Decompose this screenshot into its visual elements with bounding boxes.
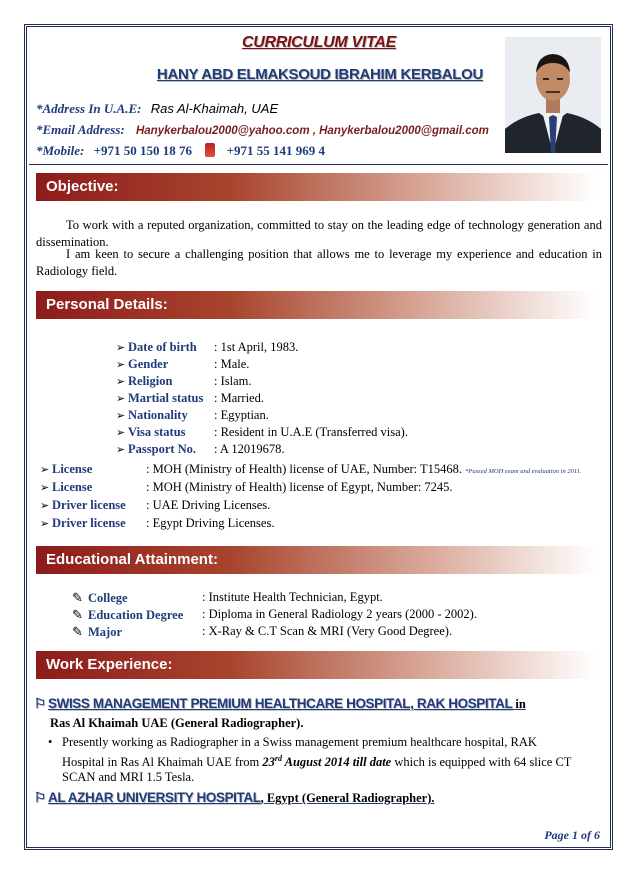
personal-value: : Resident in U.A.E (Transferred visa). (214, 425, 408, 439)
personal-row (116, 442, 196, 457)
mobile-label: *Mobile: (36, 143, 85, 158)
license-label: License (52, 480, 93, 494)
work-hospital-2-suffix: , Egypt (General Radiographer). (260, 791, 435, 805)
personal-value: : Male. (214, 357, 250, 371)
license-row (40, 516, 126, 531)
education-row (72, 607, 183, 623)
bullet-dot-icon: • (48, 735, 53, 749)
work-hospital-1 (34, 696, 526, 712)
personal-value: : Islam. (214, 374, 252, 388)
education-row (72, 624, 122, 640)
section-education (36, 546, 596, 574)
education-label: College (88, 591, 128, 605)
license-value-text: : MOH (Ministry of Health) license of UAE, Number: T15468. (146, 462, 463, 476)
address-line (36, 101, 278, 117)
work-hospital-2-name: AL AZHAR UNIVERSITY HOSPITAL (48, 790, 261, 805)
email-value[interactable]: Hanykerbalou2000@yahoo.com , Hanykerbalou2000@gmail.com (135, 125, 489, 137)
profile-photo (505, 37, 601, 153)
section-personal-details (36, 291, 596, 319)
mobile-number-2: +971 55 141 969 4 (226, 143, 325, 158)
personal-value: : Egyptian. (214, 408, 269, 422)
cv-title: CURRICULUM VITAE (241, 34, 396, 51)
license-label: License (52, 462, 93, 476)
personal-label: Date of birth (128, 340, 197, 354)
license-row (40, 498, 126, 513)
header-divider (29, 164, 608, 165)
education-value: : Institute Health Technician, Egypt. (202, 590, 383, 604)
email-line (36, 122, 489, 138)
work-hospital-1-subtitle: Ras Al Khaimah UAE (General Radiographer). (50, 716, 304, 730)
section-personal-title: Personal Details: (46, 296, 168, 313)
license-note: *Passed MOH exam and evaluation in 2011. (465, 468, 582, 475)
license-value (146, 516, 274, 531)
personal-value: : Married. (214, 391, 264, 405)
arrow-bullet-icon: ➢ (116, 376, 126, 388)
education-row (72, 590, 128, 606)
objective-paragraph-2: I am keen to secure a challenging position that allows me to leverage my experience and education in Radiology field. (36, 247, 602, 278)
section-work-title: Work Experience: (46, 656, 173, 673)
arrow-bullet-icon: ➢ (40, 482, 50, 494)
arrow-bullet-icon: ➢ (116, 410, 126, 422)
personal-label: Visa status (128, 425, 186, 439)
email-label: *Email Address: (36, 122, 125, 137)
address-label: *Address In U.A.E: (36, 101, 142, 116)
personal-label: Martial status (128, 391, 204, 405)
section-education-title: Educational Attainment: (46, 551, 218, 568)
personal-label: Gender (128, 357, 169, 371)
personal-label: Religion (128, 374, 173, 388)
section-objective-title: Objective: (46, 178, 119, 195)
license-value (146, 480, 453, 495)
education-value: : X-Ray & C.T Scan & MRI (Very Good Degree). (202, 624, 453, 638)
section-work-experience (36, 651, 596, 679)
arrow-bullet-icon: ➢ (116, 444, 126, 456)
license-label: Driver license (52, 516, 126, 530)
mobile-line (36, 143, 325, 159)
personal-row (116, 425, 186, 440)
page-number: Page 1 of 6 (544, 828, 600, 842)
personal-row (116, 357, 168, 372)
work-hospital-1-suffix: in (512, 697, 526, 711)
personal-value: : 1st April, 1983. (214, 340, 299, 354)
arrow-bullet-icon: ➢ (40, 518, 50, 530)
personal-row (116, 391, 203, 406)
pencil-icon: ✎ (72, 590, 83, 605)
license-value-text: : MOH (Ministry of Health) license of Egypt, Number: 7245. (146, 480, 453, 494)
arrow-bullet-icon: ➢ (116, 342, 126, 354)
arrow-bullet-icon: ➢ (40, 464, 50, 476)
personal-label: Nationality (128, 408, 188, 422)
personal-row (116, 340, 197, 355)
personal-row (116, 408, 188, 423)
pencil-icon: ✎ (72, 607, 83, 622)
education-value: : Diploma in General Radiology 2 years (2000 - 2002). (202, 607, 477, 621)
education-label: Major (88, 625, 123, 639)
pencil-icon: ✎ (72, 624, 83, 639)
arrow-bullet-icon: ➢ (116, 393, 126, 405)
flag-icon: ⚐ (34, 790, 46, 805)
mobile-number-1: +971 50 150 18 76 (93, 143, 193, 158)
license-label: Driver license (52, 498, 126, 512)
license-value-text: : UAE Driving Licenses. (146, 498, 271, 512)
flag-icon: ⚐ (34, 696, 46, 711)
education-label: Education Degree (88, 608, 184, 622)
arrow-bullet-icon: ➢ (116, 427, 126, 439)
personal-label: Passport No. (128, 442, 197, 456)
phone-icon (205, 143, 215, 157)
address-value: Ras Al-Khaimah, UAE (150, 101, 279, 116)
license-row (40, 462, 92, 477)
work-hospital-2 (34, 790, 435, 806)
candidate-name: HANY ABD ELMAKSOUD IBRAHIM KERBALOU (156, 66, 484, 83)
section-objective (36, 173, 596, 201)
arrow-bullet-icon: ➢ (40, 500, 50, 512)
license-value (146, 462, 582, 477)
personal-row (116, 374, 172, 389)
work-hospital-1-name: SWISS MANAGEMENT PREMIUM HEALTHCARE HOSPITAL, RAK HOSPITAL (48, 696, 513, 711)
license-row (40, 480, 92, 495)
work-hospital-1-bullet (48, 735, 582, 786)
license-value-text: : Egypt Driving Licenses. (146, 516, 275, 530)
work-hospital-1-description: Presently working as Radiographer in a Swiss management premium healthcare hospital, RAK Hospital in Ras Al Khaimah UAE from 23rd August 2014 till date which is equipped with 64 slice CT SCAN and MRI 1.5 Tesla. (62, 735, 572, 785)
arrow-bullet-icon: ➢ (116, 359, 126, 371)
license-value (146, 498, 270, 513)
objective-paragraph-1: To work with a reputed organization, committed to stay on the leading edge of technology generation and dissemination. (36, 218, 602, 249)
personal-value: : A 12019678. (214, 442, 285, 456)
